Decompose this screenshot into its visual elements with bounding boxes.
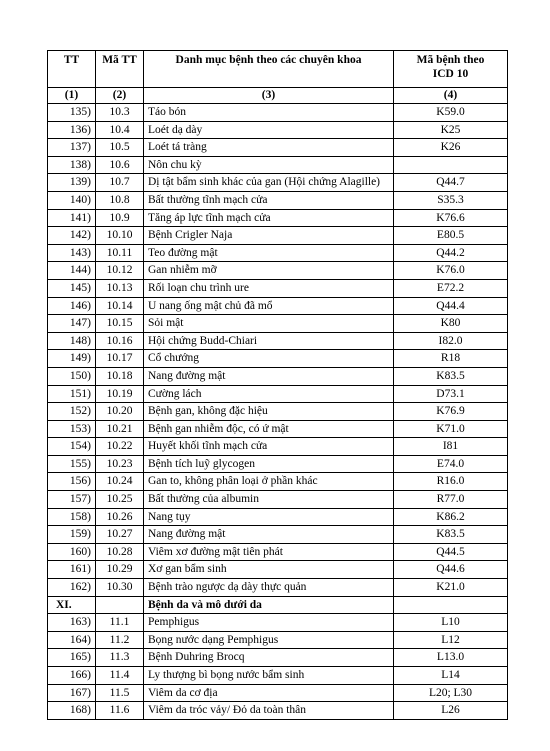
cell-tt: 139) — [48, 174, 96, 192]
cell-icd-code: Q44.4 — [394, 297, 508, 315]
cell-tt: 146) — [48, 297, 96, 315]
cell-tt: 144) — [48, 262, 96, 280]
table-row — [48, 667, 508, 685]
cell-ma-tt: 10.4 — [96, 121, 144, 139]
cell-disease-name: Xơ gan bẩm sinh — [144, 561, 394, 579]
cell-tt: 147) — [48, 315, 96, 333]
cell-ma-tt: 10.21 — [96, 420, 144, 438]
numbering-2: (2) — [96, 88, 144, 104]
cell-ma-tt: 11.5 — [96, 684, 144, 702]
cell-disease-name: Loét tá tràng — [144, 139, 394, 157]
table-row — [48, 174, 508, 192]
cell-icd-code: K86.2 — [394, 508, 508, 526]
cell-disease-name: Bệnh Duhring Brocq — [144, 649, 394, 667]
cell-disease-name: Cổ chướng — [144, 350, 394, 368]
cell-disease-name: Viêm xơ đường mật tiên phát — [144, 543, 394, 561]
cell-ma-tt: 10.9 — [96, 209, 144, 227]
cell-tt: 168) — [48, 702, 96, 720]
cell-tt: 137) — [48, 139, 96, 157]
table-row — [48, 614, 508, 632]
cell-icd-code: S35.3 — [394, 191, 508, 209]
cell-ma-tt: 10.11 — [96, 244, 144, 262]
table-row — [48, 526, 508, 544]
header-icd — [394, 51, 508, 88]
cell-icd-code: K83.5 — [394, 526, 508, 544]
cell-ma-tt: 10.7 — [96, 174, 144, 192]
table-row — [48, 297, 508, 315]
cell-tt: 151) — [48, 385, 96, 403]
cell-disease-name: Rối loạn chu trình ure — [144, 279, 394, 297]
table-row — [48, 279, 508, 297]
cell-icd-code: Q44.2 — [394, 244, 508, 262]
cell-tt: 167) — [48, 684, 96, 702]
header-tt: TT — [48, 51, 96, 88]
table-header-row — [48, 51, 508, 88]
cell-icd-code: E80.5 — [394, 227, 508, 245]
table-row — [48, 332, 508, 350]
cell-tt: 154) — [48, 438, 96, 456]
cell-icd-code: L10 — [394, 614, 508, 632]
cell-tt: 161) — [48, 561, 96, 579]
cell-icd-code: L26 — [394, 702, 508, 720]
cell-ma-tt: 10.23 — [96, 455, 144, 473]
table-row — [48, 420, 508, 438]
cell-disease-name: Tăng áp lực tĩnh mạch cửa — [144, 209, 394, 227]
cell-tt: 152) — [48, 403, 96, 421]
cell-tt: 143) — [48, 244, 96, 262]
cell-tt: 164) — [48, 631, 96, 649]
cell-icd-code: K21.0 — [394, 579, 508, 597]
cell-disease-name: Bọng nước dạng Pemphigus — [144, 631, 394, 649]
cell-tt: 140) — [48, 191, 96, 209]
cell-tt: 166) — [48, 667, 96, 685]
cell-disease-name: Hội chứng Budd-Chiari — [144, 332, 394, 350]
cell-disease-name: Ly thượng bì bọng nước bẩm sinh — [144, 667, 394, 685]
cell-icd-code: I82.0 — [394, 332, 508, 350]
cell-tt: 163) — [48, 614, 96, 632]
cell-ma-tt: 10.5 — [96, 139, 144, 157]
cell-icd-code: L13.0 — [394, 649, 508, 667]
table-row — [48, 244, 508, 262]
table-row — [48, 209, 508, 227]
table-row — [48, 315, 508, 333]
header-ma-tt: Mã TT — [96, 51, 144, 88]
table-row — [48, 631, 508, 649]
cell-ma-tt: 10.3 — [96, 104, 144, 122]
cell-disease-name: Bất thường tĩnh mạch cửa — [144, 191, 394, 209]
cell-ma-tt: 10.20 — [96, 403, 144, 421]
cell-icd-code: R18 — [394, 350, 508, 368]
cell-disease-name: Teo đường mật — [144, 244, 394, 262]
cell-disease-name: Bệnh trào ngược dạ dày thực quản — [144, 579, 394, 597]
cell-disease-name: Nang đường mật — [144, 367, 394, 385]
cell-icd-code: L14 — [394, 667, 508, 685]
numbering-3: (3) — [144, 88, 394, 104]
cell-icd-code — [394, 156, 508, 174]
cell-disease-name: Gan to, không phân loại ở phần khác — [144, 473, 394, 491]
cell-ma-tt: 11.2 — [96, 631, 144, 649]
cell-disease-name: Huyết khối tĩnh mạch cửa — [144, 438, 394, 456]
table-row — [48, 455, 508, 473]
cell-ma-tt: 10.16 — [96, 332, 144, 350]
cell-ma-tt: 10.18 — [96, 367, 144, 385]
cell-tt: 155) — [48, 455, 96, 473]
numbering-4: (4) — [394, 88, 508, 104]
cell-ma-tt: 11.3 — [96, 649, 144, 667]
cell-disease-name: Nôn chu kỳ — [144, 156, 394, 174]
table-row — [48, 367, 508, 385]
cell-tt: 138) — [48, 156, 96, 174]
table-row — [48, 350, 508, 368]
table-row — [48, 227, 508, 245]
cell-ma-tt: 10.24 — [96, 473, 144, 491]
table-body — [48, 104, 508, 720]
cell-tt: 136) — [48, 121, 96, 139]
cell-ma-tt: 10.28 — [96, 543, 144, 561]
cell-disease-name: Nang đường mật — [144, 526, 394, 544]
table-row — [48, 438, 508, 456]
cell-icd-code: L20; L30 — [394, 684, 508, 702]
cell-icd-code: E72.2 — [394, 279, 508, 297]
cell-disease-name: Táo bón — [144, 104, 394, 122]
cell-icd-code: Q44.5 — [394, 543, 508, 561]
cell-disease-name: Pemphigus — [144, 614, 394, 632]
table-row — [48, 104, 508, 122]
table-row — [48, 702, 508, 720]
cell-disease-name: Bệnh gan, không đặc hiệu — [144, 403, 394, 421]
cell-tt: XI. — [48, 596, 96, 614]
cell-ma-tt: 10.15 — [96, 315, 144, 333]
cell-icd-code: Q44.6 — [394, 561, 508, 579]
cell-tt: 159) — [48, 526, 96, 544]
cell-ma-tt: 10.19 — [96, 385, 144, 403]
header-icd-line2: ICD 10 — [432, 68, 469, 80]
cell-icd-code: K59.0 — [394, 104, 508, 122]
cell-icd-code: D73.1 — [394, 385, 508, 403]
cell-ma-tt: 10.29 — [96, 561, 144, 579]
cell-icd-code: K83.5 — [394, 367, 508, 385]
cell-ma-tt: 10.17 — [96, 350, 144, 368]
cell-disease-name: Viêm da tróc vảy/ Đỏ da toàn thân — [144, 702, 394, 720]
table-numbering-row — [48, 88, 508, 104]
cell-tt: 148) — [48, 332, 96, 350]
cell-icd-code: L12 — [394, 631, 508, 649]
cell-disease-name: Gan nhiễm mỡ — [144, 262, 394, 280]
cell-ma-tt: 10.25 — [96, 491, 144, 509]
cell-tt: 149) — [48, 350, 96, 368]
cell-icd-code: Q44.7 — [394, 174, 508, 192]
cell-ma-tt: 10.12 — [96, 262, 144, 280]
cell-tt: 150) — [48, 367, 96, 385]
cell-disease-name: Bệnh da và mô dưới da — [144, 596, 394, 614]
disease-table — [47, 50, 508, 720]
cell-disease-name: U nang ống mật chủ đã mổ — [144, 297, 394, 315]
cell-icd-code: K26 — [394, 139, 508, 157]
cell-tt: 165) — [48, 649, 96, 667]
cell-icd-code: E74.0 — [394, 455, 508, 473]
cell-icd-code: K80 — [394, 315, 508, 333]
cell-ma-tt: 11.6 — [96, 702, 144, 720]
cell-tt: 156) — [48, 473, 96, 491]
cell-icd-code: K71.0 — [394, 420, 508, 438]
cell-ma-tt: 11.1 — [96, 614, 144, 632]
cell-icd-code: K76.9 — [394, 403, 508, 421]
table-row — [48, 121, 508, 139]
cell-tt: 157) — [48, 491, 96, 509]
cell-ma-tt: 10.8 — [96, 191, 144, 209]
table-row — [48, 649, 508, 667]
cell-ma-tt: 10.26 — [96, 508, 144, 526]
table-row — [48, 491, 508, 509]
cell-ma-tt — [96, 596, 144, 614]
cell-icd-code: R16.0 — [394, 473, 508, 491]
cell-disease-name: Bệnh tích luỹ glycogen — [144, 455, 394, 473]
cell-icd-code: K76.0 — [394, 262, 508, 280]
cell-disease-name: Bệnh Crigler Naja — [144, 227, 394, 245]
cell-ma-tt: 10.6 — [96, 156, 144, 174]
cell-disease-name: Bất thường của albumin — [144, 491, 394, 509]
cell-icd-code: I81 — [394, 438, 508, 456]
table-row — [48, 156, 508, 174]
cell-tt: 162) — [48, 579, 96, 597]
table-row — [48, 684, 508, 702]
cell-ma-tt: 10.22 — [96, 438, 144, 456]
cell-tt: 135) — [48, 104, 96, 122]
table-row — [48, 403, 508, 421]
cell-ma-tt: 10.10 — [96, 227, 144, 245]
cell-ma-tt: 10.14 — [96, 297, 144, 315]
cell-tt: 160) — [48, 543, 96, 561]
cell-icd-code: K25 — [394, 121, 508, 139]
cell-tt: 142) — [48, 227, 96, 245]
table-row — [48, 191, 508, 209]
cell-disease-name: Nang tụy — [144, 508, 394, 526]
cell-ma-tt: 10.27 — [96, 526, 144, 544]
section-row — [48, 596, 508, 614]
cell-ma-tt: 11.4 — [96, 667, 144, 685]
cell-icd-code: K76.6 — [394, 209, 508, 227]
numbering-1: (1) — [48, 88, 96, 104]
header-icd-line1: Mã bệnh theo — [416, 54, 485, 66]
table-row — [48, 561, 508, 579]
table-row — [48, 139, 508, 157]
cell-tt: 158) — [48, 508, 96, 526]
cell-tt: 141) — [48, 209, 96, 227]
cell-disease-name: Loét dạ dày — [144, 121, 394, 139]
cell-icd-code: R77.0 — [394, 491, 508, 509]
cell-tt: 145) — [48, 279, 96, 297]
table-row — [48, 385, 508, 403]
cell-disease-name: Bệnh gan nhiễm độc, có ứ mật — [144, 420, 394, 438]
table-row — [48, 262, 508, 280]
cell-tt: 153) — [48, 420, 96, 438]
table-row — [48, 473, 508, 491]
table-row — [48, 508, 508, 526]
cell-ma-tt: 10.13 — [96, 279, 144, 297]
cell-disease-name: Dị tật bẩm sinh khác của gan (Hội chứng Alagille) — [144, 174, 394, 192]
table-row — [48, 579, 508, 597]
cell-disease-name: Cường lách — [144, 385, 394, 403]
table-row — [48, 543, 508, 561]
cell-icd-code — [394, 596, 508, 614]
header-danh-muc: Danh mục bệnh theo các chuyên khoa — [144, 51, 394, 88]
cell-disease-name: Viêm da cơ địa — [144, 684, 394, 702]
cell-disease-name: Sỏi mật — [144, 315, 394, 333]
cell-ma-tt: 10.30 — [96, 579, 144, 597]
